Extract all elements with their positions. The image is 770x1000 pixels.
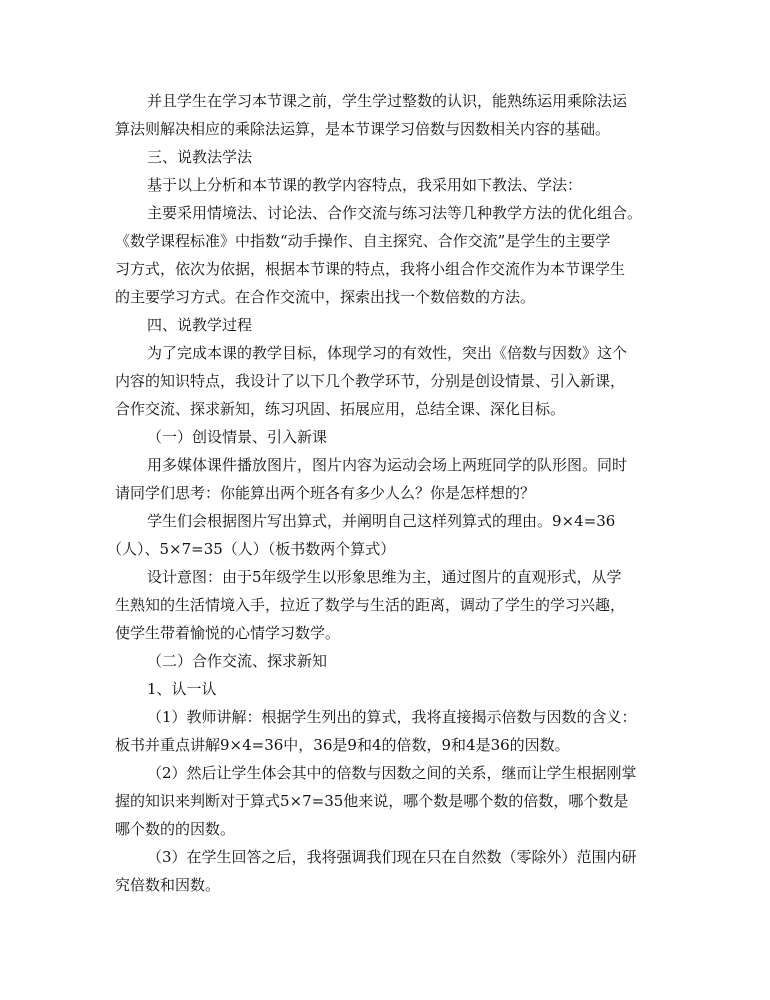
section-heading: 四、说教学过程 [147,316,253,334]
subsection-heading: （一）创设情景、引入新课 [147,428,328,446]
subsection-heading: （二）合作交流、探求新知 [147,652,328,670]
text-line: 使学生带着愉悦的心情学习数学。 [115,624,341,642]
text-line: （3）在学生回答之后，我将强调我们现在只在自然数（零除外）范围内研 [147,848,637,866]
text-line: 究倍数和因数。 [115,876,221,894]
text-line: （1）教师讲解：根据学生列出的算式，我将直接揭示倍数与因数的含义： [147,708,637,726]
text-line: 合作交流、探求新知，练习巩固、拓展应用，总结全课、深化目标。 [115,400,566,418]
text-line: 内容的知识特点，我设计了以下几个教学环节，分别是创设情景、引入新课， [115,372,626,390]
text-line: 《数学课程标准》中指数“动手操作、自主探究、合作交流”是学生的主要学 [115,232,611,250]
text-line: 设计意图：由于5年级学生以形象思维为主，通过图片的直观形式，从学 [147,568,622,586]
text-line: 请同学们思考：你能算出两个班各有多少人么？你是怎样想的？ [115,484,536,502]
text-line: 的主要学习方式。在合作交流中，探索出找一个数倍数的方法。 [115,288,536,306]
text-line: 主要采用情境法、讨论法、合作交流与练习法等几种教学方法的优化组合。 [147,204,643,222]
text-line: 哪个数的的因数。 [115,820,236,838]
text-line: 用多媒体课件播放图片，图片内容为运动会场上两班同学的队形图。同时 [147,456,628,474]
text-line: 生熟知的生活情境入手，拉近了数学与生活的距离，调动了学生的学习兴趣， [115,596,626,614]
text-line: 习方式，依次为依据，根据本节课的特点，我将小组合作交流作为本节课学生 [115,260,626,278]
section-heading: 三、说教法学法 [147,148,253,166]
text-line: 并且学生在学习本节课之前，学生学过整数的认识，能熟练运用乘除法运 [147,92,628,110]
text-line: 学生们会根据图片写出算式，并阐明自己这样列算式的理由。9×4=36 [147,512,616,530]
text-line: 握的知识来判断对于算式5×7=35他来说，哪个数是哪个数的倍数，哪个数是 [115,792,629,810]
text-line: 板书并重点讲解9×4=36中，36是9和4的倍数，9和4是36的因数。 [115,736,570,754]
text-line: （人）、5×7=35（人）（板书数两个算式） [107,540,396,558]
text-line: 基于以上分析和本节课的教学内容特点，我采用如下教法、学法： [147,176,583,194]
text-line: 1、认一认 [147,680,217,698]
text-line: 为了完成本课的教学目标，体现学习的有效性，突出《倍数与因数》这个 [147,344,628,362]
text-line: 算法则解决相应的乘除法运算，是本节课学习倍数与因数相关内容的基础。 [115,120,611,138]
text-line: （2）然后让学生体会其中的倍数与因数之间的关系，继而让学生根据刚掌 [147,764,637,782]
